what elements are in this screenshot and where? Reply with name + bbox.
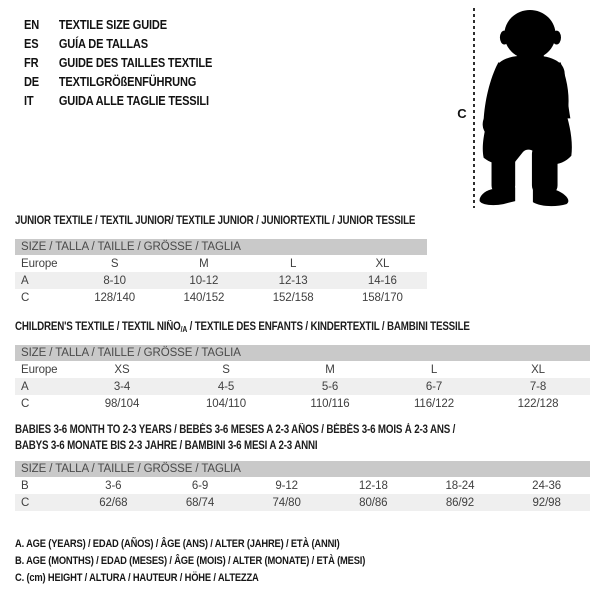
- row-label: B: [21, 479, 29, 492]
- cell: XS: [114, 363, 130, 376]
- cell: 62/68: [70, 494, 157, 511]
- cell: 140/152: [183, 291, 225, 304]
- cell: 10-12: [159, 272, 248, 289]
- row-label: C: [15, 494, 70, 511]
- height-measure-label: C: [457, 106, 467, 121]
- size-header-row: [15, 461, 590, 477]
- size-header: SIZE / TALLA / TAILLE / GRÖSSE / TAGLIA: [15, 461, 590, 477]
- table-row: [15, 361, 590, 378]
- table-row: [15, 378, 590, 395]
- cell: 110/116: [310, 397, 350, 410]
- cell: 18-24: [445, 479, 475, 492]
- baby-silhouette-icon: [477, 8, 577, 210]
- babies-size-table: [15, 461, 590, 511]
- cell: 9-12: [275, 479, 298, 492]
- children-title-text: CHILDREN'S TEXTILE / TEXTIL NIÑO: [15, 321, 181, 333]
- cell: 12-13: [249, 272, 338, 289]
- cell: S: [222, 363, 230, 376]
- row-label: C: [21, 291, 30, 304]
- table-row: [15, 395, 590, 412]
- cell: 92/98: [503, 494, 590, 511]
- cell: 3-4: [70, 378, 174, 395]
- cell: 128/140: [94, 291, 136, 304]
- cell: 24-36: [532, 479, 562, 492]
- cell: 7-8: [486, 378, 590, 395]
- cell: 74/80: [243, 494, 330, 511]
- row-label: A: [15, 272, 70, 289]
- language-label: TEXTILE SIZE GUIDE: [58, 17, 167, 32]
- cell: XL: [375, 257, 390, 270]
- cell: 104/110: [205, 397, 247, 410]
- size-header: SIZE / TALLA / TAILLE / GRÖSSE / TAGLIA: [15, 345, 590, 361]
- size-header: SIZE / TALLA / TAILLE / GRÖSSE / TAGLIA: [15, 239, 427, 255]
- children-size-table: [15, 345, 590, 412]
- cell: 68/74: [157, 494, 244, 511]
- cell: 116/122: [413, 397, 455, 410]
- language-row: [24, 34, 212, 53]
- table-row: [15, 255, 427, 272]
- cell: 3-6: [105, 479, 122, 492]
- row-label: Europe: [21, 363, 58, 376]
- language-label: GUIDE DES TAILLES TEXTILE: [58, 55, 213, 70]
- children-title-text: / TEXTILE DES ENFANTS / KINDERTEXTIL / BAMBINI TESSILE: [187, 321, 470, 333]
- language-row: [24, 53, 212, 72]
- cell: L: [430, 363, 438, 376]
- children-section-title: [15, 320, 470, 337]
- footnotes: [15, 536, 365, 587]
- junior-section-title: JUNIOR TEXTILE / TEXTIL JUNIOR/ TEXTILE JUNIOR / JUNIORTEXTIL / JUNIOR TESSILE: [15, 215, 416, 227]
- cell: L: [289, 257, 297, 270]
- language-code: DE: [24, 74, 40, 89]
- children-title-subscript: /A: [180, 325, 188, 334]
- footnote-b: B. AGE (MONTHS) / EDAD (MESES) / ÂGE (MOIS) / ALTER (MONATE) / ETÀ (MESI): [15, 555, 366, 567]
- language-label: TEXTILGRÖßENFÜHRUNG: [58, 74, 197, 89]
- cell: 8-10: [70, 272, 159, 289]
- cell: 6-7: [382, 378, 486, 395]
- table-row: [15, 494, 590, 511]
- cell: 152/158: [272, 291, 314, 304]
- cell: 80/86: [330, 494, 417, 511]
- table-row: [15, 477, 590, 494]
- language-row: [24, 15, 212, 34]
- cell: 98/104: [104, 397, 140, 410]
- row-label: Europe: [21, 257, 58, 270]
- row-label: C: [21, 397, 30, 410]
- footnote-a: A. AGE (YEARS) / EDAD (AÑOS) / ÂGE (ANS) / ALTER (JAHRE) / ETÀ (ANNI): [15, 538, 340, 550]
- cell: XL: [531, 363, 545, 376]
- table-row: [15, 272, 427, 289]
- cell: 122/128: [517, 397, 559, 410]
- language-row: [24, 72, 212, 91]
- language-code: ES: [24, 36, 39, 51]
- language-code: IT: [24, 93, 34, 108]
- cell: M: [325, 363, 335, 376]
- cell: S: [110, 257, 119, 270]
- cell: 6-9: [191, 479, 209, 492]
- cell: 14-16: [338, 272, 427, 289]
- language-list: [24, 15, 212, 110]
- language-code: FR: [24, 55, 39, 70]
- cell: 86/92: [417, 494, 504, 511]
- height-measure-line: [473, 8, 475, 208]
- babies-title-line: BABYS 3-6 MONATE BIS 2-3 JAHRE / BAMBINI 3-6 MESI A 2-3 ANNI: [15, 440, 318, 452]
- language-code: EN: [24, 17, 40, 32]
- size-header-row: [15, 239, 427, 255]
- babies-section-title: [15, 422, 455, 454]
- cell: 4-5: [174, 378, 278, 395]
- footnote-c: C. (cm) HEIGHT / ALTURA / HAUTEUR / HÖHE / ALTEZZA: [15, 572, 259, 584]
- size-header-row: [15, 345, 590, 361]
- babies-title-line: BABIES 3-6 MONTH TO 2-3 YEARS / BEBÉS 3-6 MESES A 2-3 AÑOS / BÉBÉS 3-6 MOIS À 2-3 ANS /: [15, 424, 456, 436]
- cell: 12-18: [358, 479, 388, 492]
- language-label: GUIDA ALLE TAGLIE TESSILI: [58, 93, 209, 108]
- cell: 5-6: [278, 378, 382, 395]
- table-row: [15, 289, 427, 306]
- row-label: A: [15, 378, 70, 395]
- language-row: [24, 91, 212, 110]
- language-label: GUÍA DE TALLAS: [58, 36, 148, 51]
- cell: 158/170: [361, 291, 403, 304]
- cell: M: [199, 257, 209, 270]
- junior-size-table: [15, 239, 427, 306]
